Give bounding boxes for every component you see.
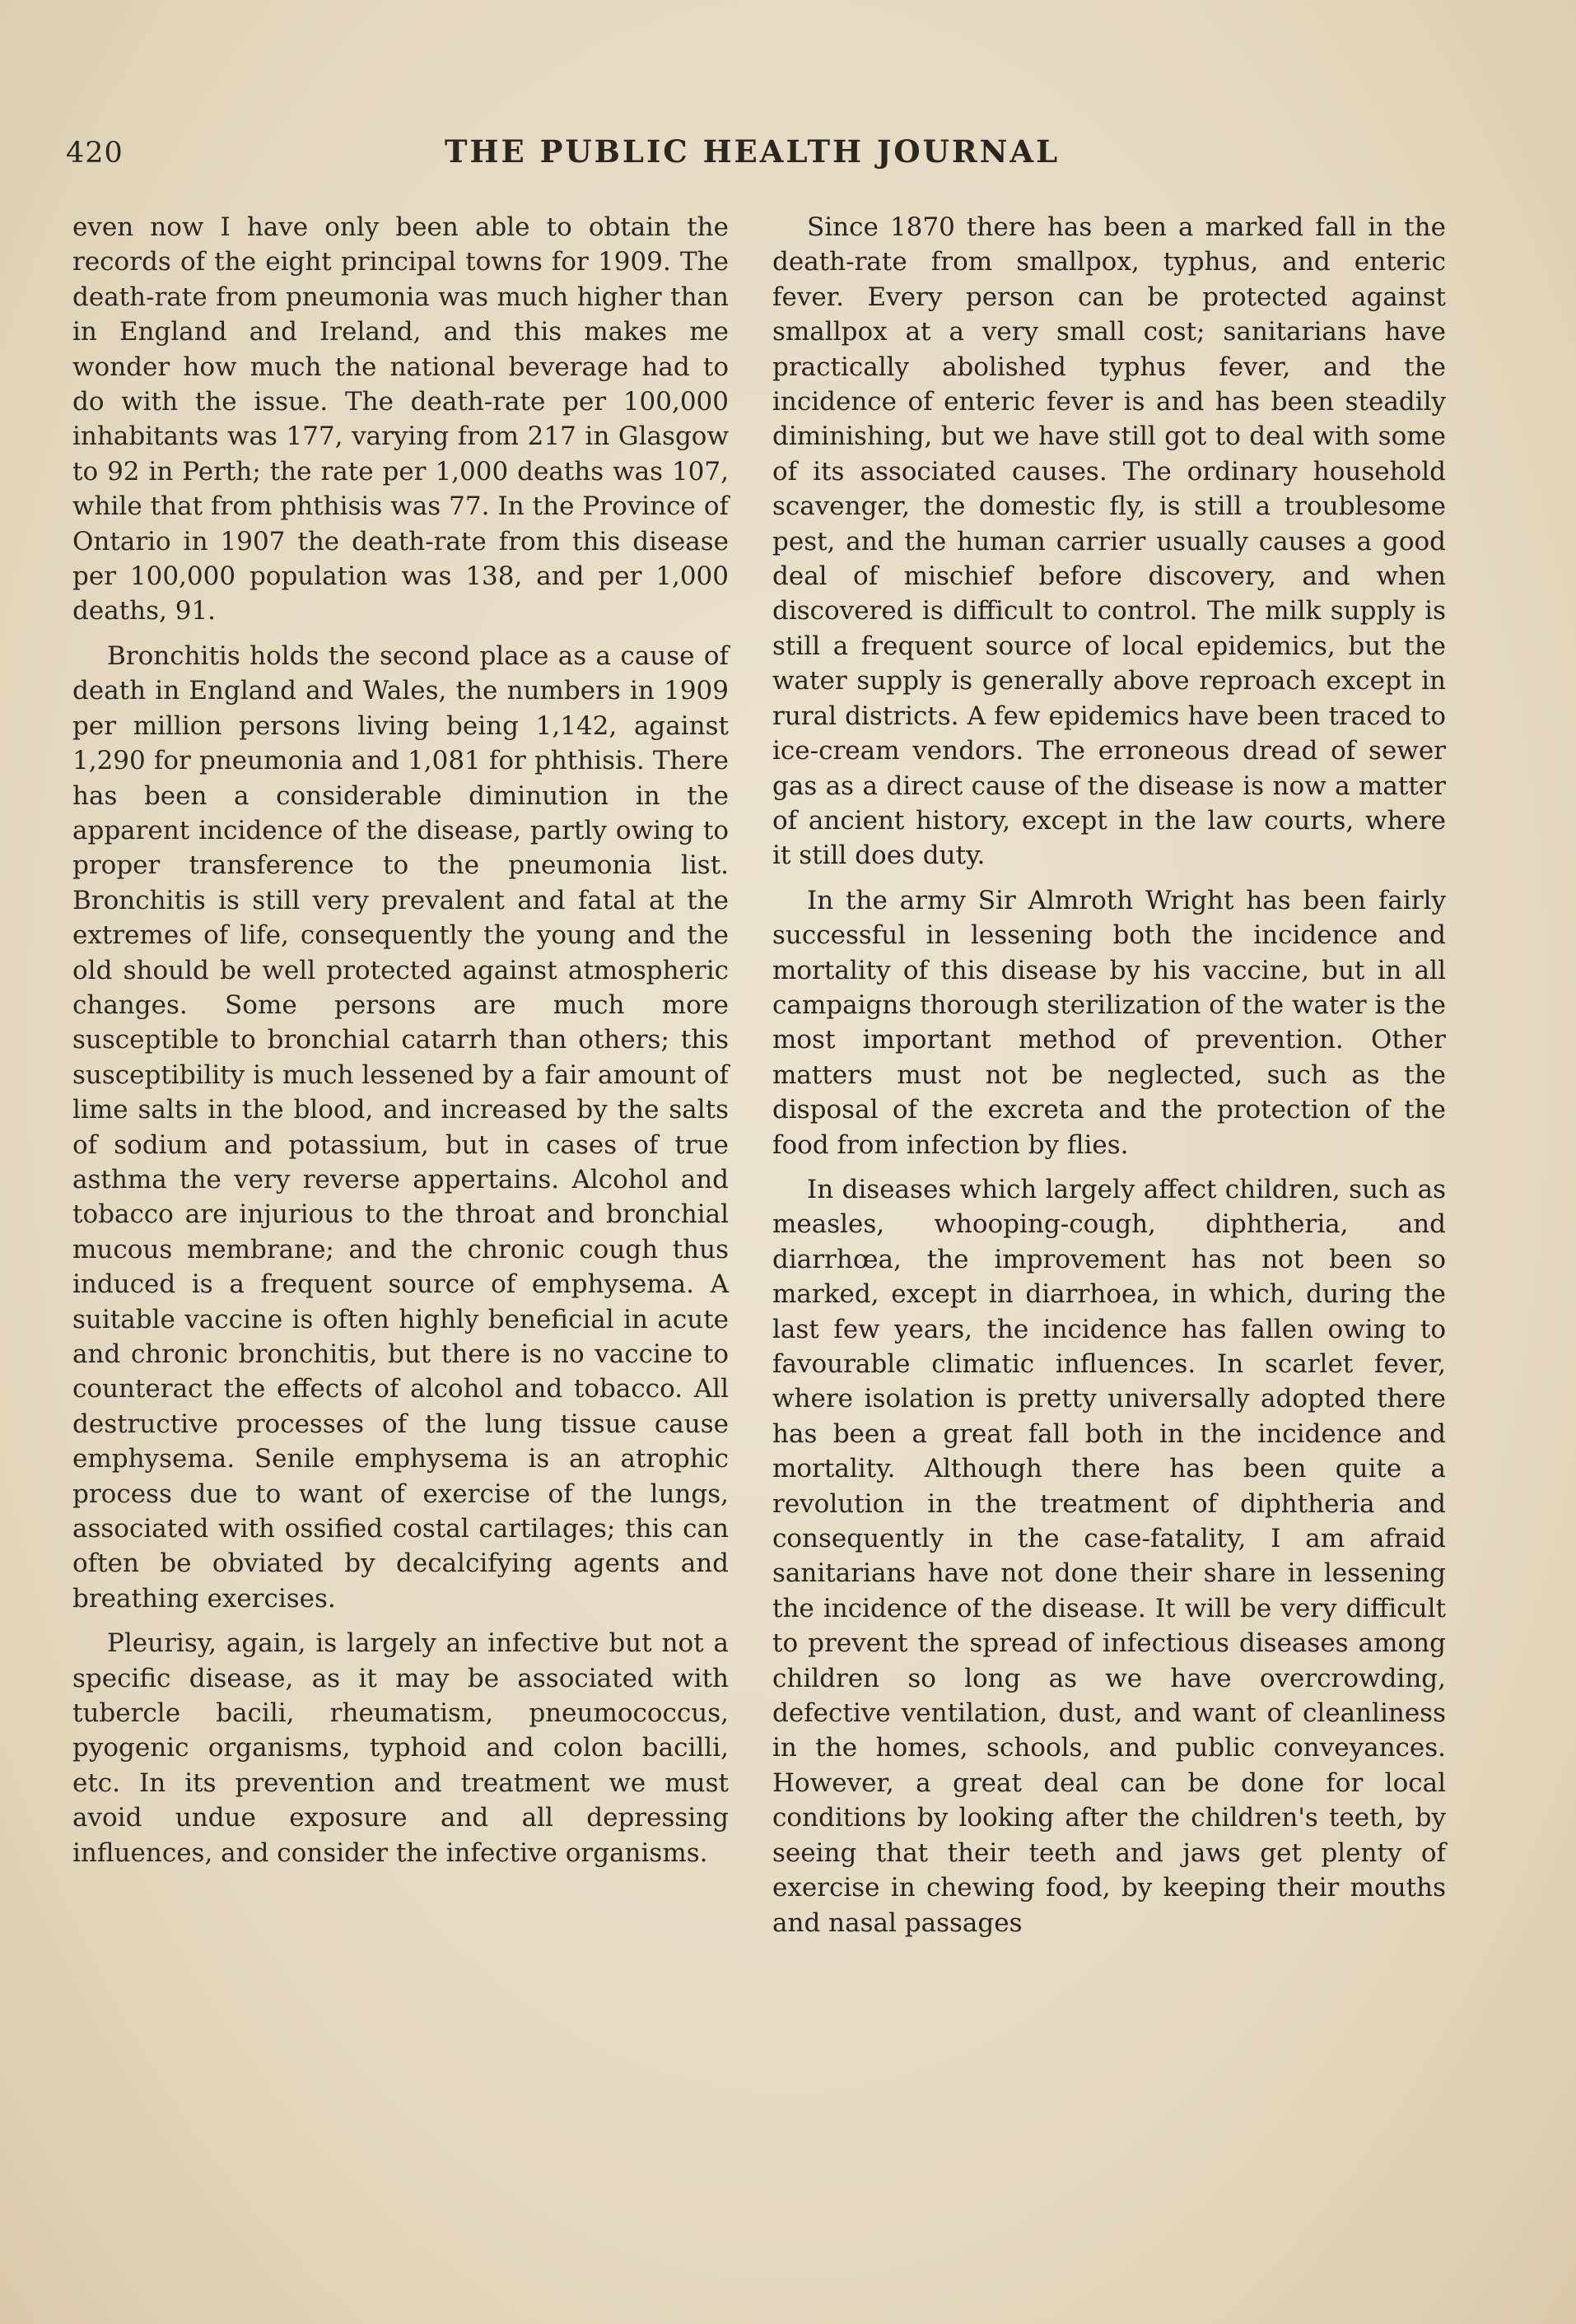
paragraph: Bronchitis holds the second place as a cause of death in England and Wales, the numbers in 1909 per million persons living being 1,142, against 1,290 for pneumonia and 1,081 for phthisis. There has been a considerable diminution in the apparent incidence of the disease, partly owing to proper transference to the pneumonia list. Bronchitis is still very prevalent and fatal at the extremes of life, consequently the young and the old should be well protected against atmospheric changes. Some persons are much more susceptible to bronchial catarrh than others; this susceptibility is much lessened by a fair amount of lime salts in the blood, and increased by the salts of sodium and potassium, but in cases of true asthma the very reverse appertains. Alcohol and tobacco are injurious to the throat and bronchial mucous membrane; and the chronic cough thus induced is a frequent source of emphysema. A suitable vaccine is often highly beneficial in acute and chronic bronchitis, but there is no vaccine to counteract the effects of alcohol and tobacco. All destructive processes of the lung tissue cause emphysema. Senile emphysema is an atrophic process due to want of exercise of the lungs, associated with ossified costal cartilages; this can often be obviated by decalcifying agents and breathing exercises. (72, 640, 729, 1614)
page-header (66, 133, 1482, 175)
paragraph: Since 1870 there has been a marked fall in the death-rate from smallpox, typhus, and enteric fever. Every person can be protected against smallpox at a very small cost; sanitarians have practically abolished typhus fever, and the incidence of enteric fever is and has been steadily diminishing, but we have still got to deal with some of its associated causes. The ordinary household scavenger, the domestic fly, is still a troublesome pest, and the human carrier usually causes a good deal of mischief before discovery, and when discovered is difficult to control. The milk supply is still a frequent source of local epidemics, but the water supply is generally above reproach except in rural districts. A few epidemics have been traced to ice-cream vendors. The erroneous dread of sewer gas as a direct cause of the disease is now a matter of ancient history, except in the law courts, where it still does duty. (772, 212, 1446, 871)
running-title: THE PUBLIC HEALTH JOURNAL (445, 133, 1061, 170)
paragraph: Pleurisy, again, is largely an infective but not a specific disease, as it may be associated with tubercle bacili, rheumatism, pneumococcus, pyogenic organisms, typhoid and colon bacilli, etc. In its prevention and treatment we must avoid undue exposure and all depressing influences, and consider the infective organisms. (72, 1628, 729, 1868)
left-column (72, 210, 729, 1880)
paragraph: even now I have only been able to obtain the records of the eight principal towns for 1909. The death-rate from pneumonia was much higher than in England and Ireland, and this makes me wonder how much the national beverage had to do with the issue. The death-rate per 100,000 inhabitants was 177, varying from 217 in Glasgow to 92 in Perth; the rate per 1,000 deaths was 107, while that from phthisis was 77. In the Province of Ontario in 1907 the death-rate from this disease per 100,000 population was 138, and per 1,000 deaths, 91. (72, 212, 729, 626)
page-number: 420 (66, 137, 124, 170)
right-column (772, 210, 1446, 1950)
paragraph: In the army Sir Almroth Wright has been fairly successful in lessening both the incidence and mortality of this disease by his vaccine, but in all campaigns thorough sterilization of the water is the most important method of prevention. Other matters must not be neglected, such as the disposal of the excreta and the protection of the food from infection by flies. (772, 885, 1446, 1160)
paragraph: In diseases which largely affect children, such as measles, whooping-cough, diphtheria, and diarrhœa, the improvement has not been so marked, except in diarrhoea, in which, during the last few years, the incidence has fallen owing to favourable climatic influences. In scarlet fever, where isolation is pretty universally adopted there has been a great fall both in the incidence and mortality. Although there has been quite a revolution in the treatment of diphtheria and consequently in the case-fatality, I am afraid sanitarians have not done their share in lessening the incidence of the disease. It will be very difficult to prevent the spread of infectious diseases among children so long as we have overcrowding, defective ventilation, dust, and want of cleanliness in the homes, schools, and public conveyances. However, a great deal can be done for local conditions by looking after the children's teeth, by seeing that their teeth and jaws get plenty of exercise in chewing food, by keeping their mouths and nasal passages (772, 1174, 1446, 1938)
